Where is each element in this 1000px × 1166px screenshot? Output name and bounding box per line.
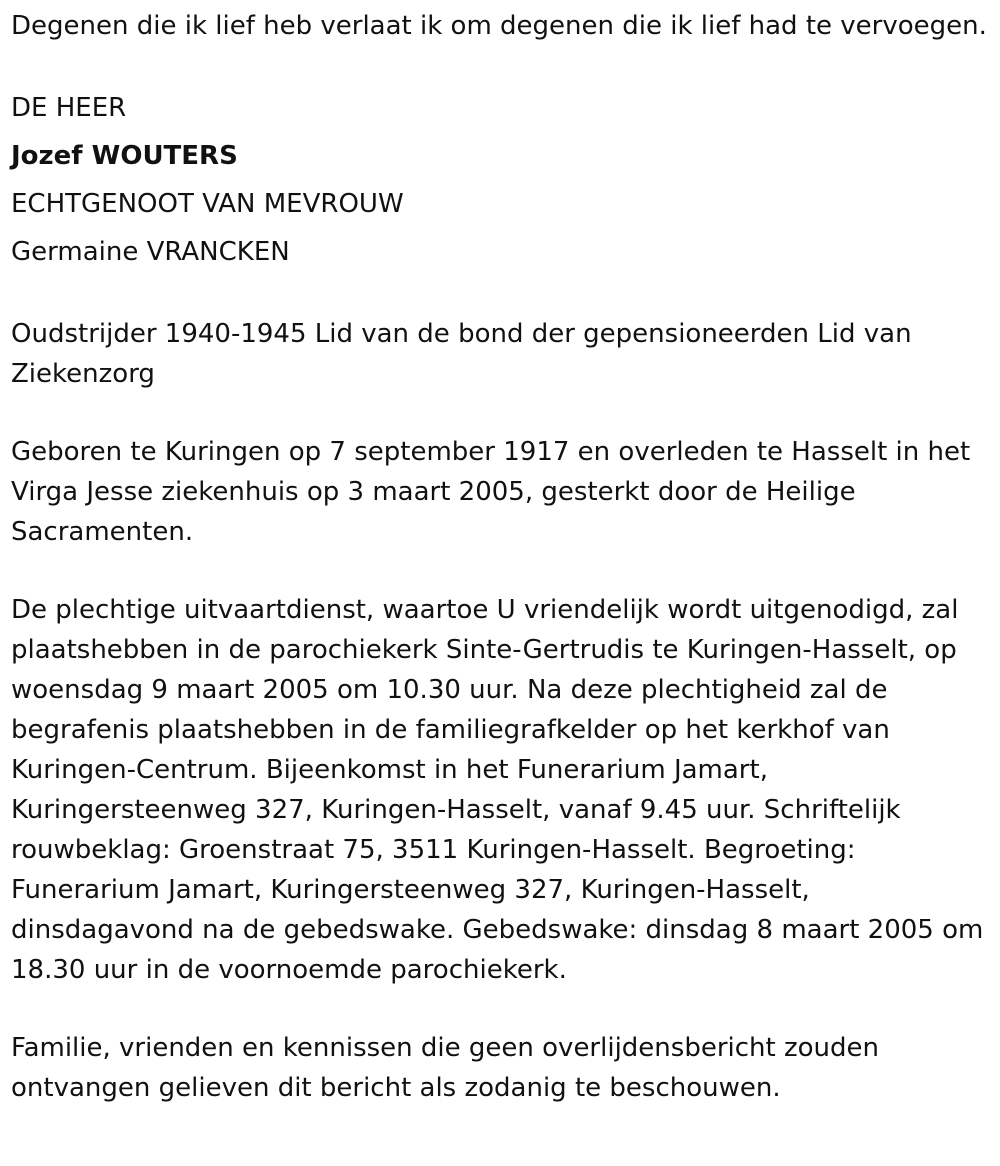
spacer: [11, 990, 1000, 1028]
closing-note-paragraph: Familie, vrienden en kennissen die geen overlijdensbericht zouden ontvangen gelieven dit bericht als zodanig te beschouwen.: [11, 1033, 879, 1103]
motto-paragraph: Degenen die ik lief heb verlaat ik om degenen die ik lief had te vervoegen.: [11, 11, 987, 41]
birth-death-paragraph: Geboren te Kuringen op 7 september 1917 en overleden te Hasselt in het Virga Jesse ziekenhuis op 3 maart 2005, gesterkt door de Heilige Sacramenten.: [11, 437, 971, 547]
spacer: [11, 276, 1000, 314]
spouse-label: ECHTGENOOT VAN MEVROUW: [11, 189, 404, 219]
spouse-name: Germaine VRANCKEN: [11, 237, 290, 267]
affiliations-paragraph: Oudstrijder 1940-1945 Lid van de bond der gepensioneerden Lid van Ziekenzorg: [11, 319, 912, 389]
deceased-name: Jozef WOUTERS: [11, 141, 238, 171]
spacer: [11, 394, 1000, 432]
title-prefix: DE HEER: [11, 93, 127, 123]
spacer: [11, 46, 1000, 84]
spacer: [11, 552, 1000, 590]
funeral-details-paragraph: De plechtige uitvaartdienst, waartoe U vriendelijk wordt uitgenodigd, zal plaatshebben in de parochiekerk Sinte-Gertrudis te Kuringen-Hasselt, op woensdag 9 maart 2005 om 10.30 uur. Na deze plechtigheid zal de begrafenis plaatshebben in de familiegrafkelder op het kerkhof van Kuringen-Centrum. Bijeenkomst in het Funerarium Jamart, Kuringersteenweg 327, Kuringen-Hasselt, vanaf 9.45 uur. Schriftelijk rouwbeklag: Groenstraat 75, 3511 Kuringen-Hasselt. Begroeting: Funerarium Jamart, Kuringersteenweg 327, Kuringen-Hasselt, dinsdagavond na de gebedswake. Gebedswake: dinsdag 8 maart 2005 om 18.30 uur in de voornoemde parochiekerk.: [11, 595, 984, 985]
